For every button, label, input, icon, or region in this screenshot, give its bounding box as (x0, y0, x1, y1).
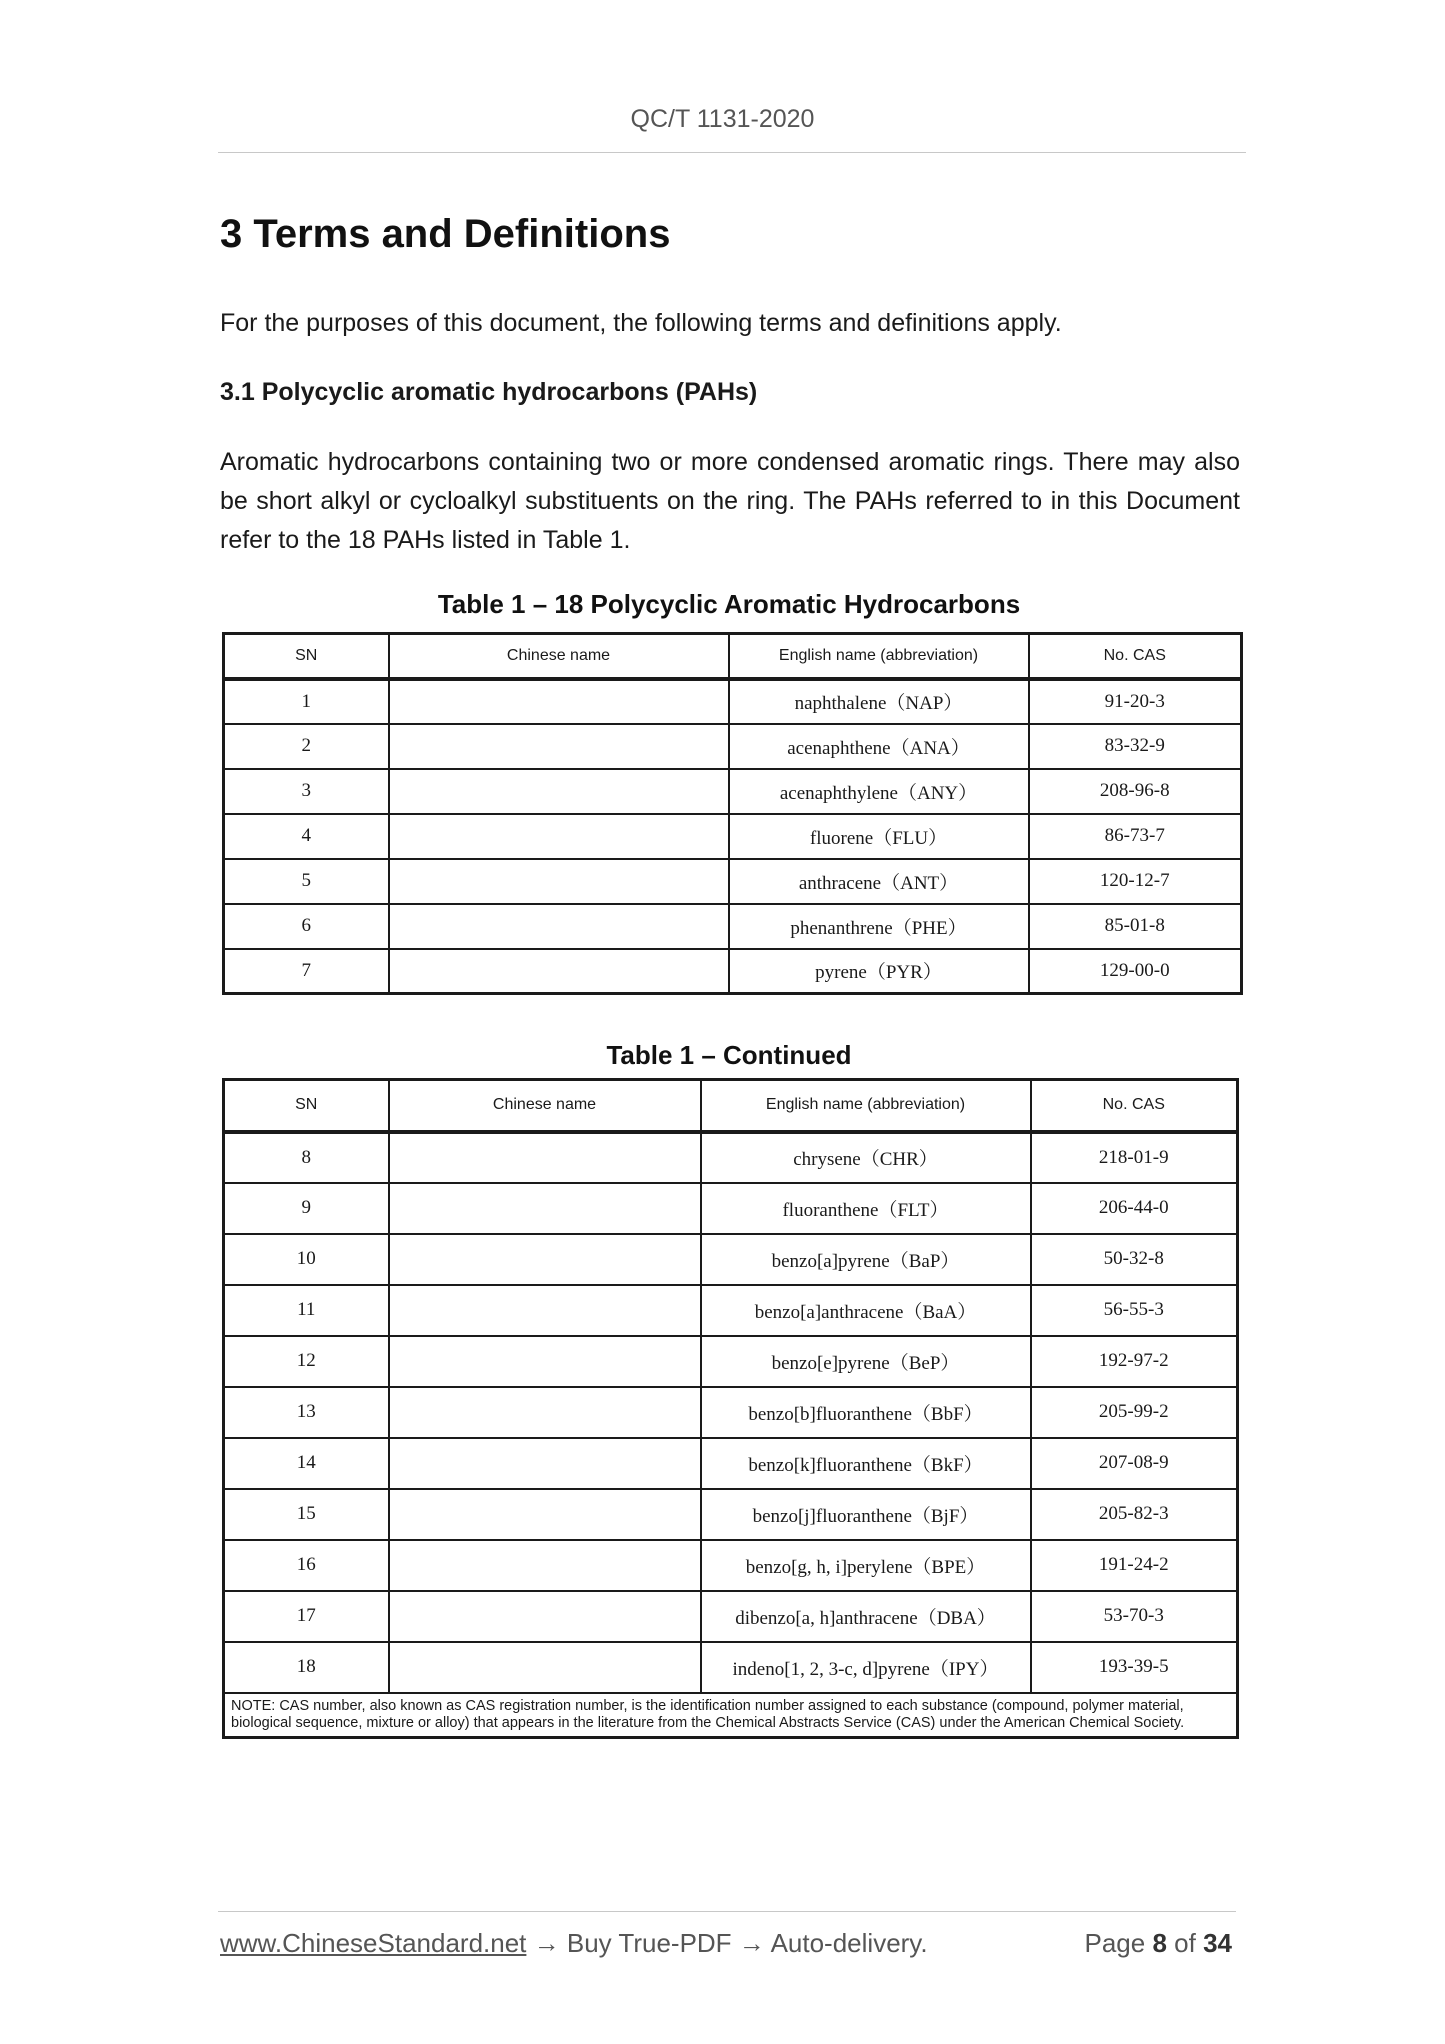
english-name-cell: fluorene（FLU） (729, 814, 1029, 859)
chinese-name-cell (389, 859, 729, 904)
chinese-name-cell (389, 1540, 701, 1591)
cas-number-cell: 85-01-8 (1029, 904, 1242, 949)
sn-cell: 13 (224, 1387, 389, 1438)
term-heading: 3.1 Polycyclic aromatic hydrocarbons (PAHs) (220, 378, 758, 406)
sn-cell: 4 (224, 814, 389, 859)
cas-number-cell: 193-39-5 (1031, 1642, 1238, 1693)
table-row (224, 1285, 1238, 1336)
table-note: NOTE: CAS number, also known as CAS registration number, is the identification number assigned to each substance (compound, polymer material, biological sequence, mixture or alloy) that appears in the literature from the Chemical Abstracts Service (CAS) under the American Chemical Society. (224, 1693, 1238, 1738)
section-title: 3 Terms and Definitions (220, 212, 671, 256)
cas-number-cell: 191-24-2 (1031, 1540, 1238, 1591)
sn-cell: 2 (224, 724, 389, 769)
intro-paragraph: For the purposes of this document, the following terms and definitions apply. (220, 309, 1062, 337)
page-of-label: of (1174, 1928, 1196, 1958)
column-header-chinese-name: Chinese name (389, 1080, 701, 1132)
cas-number-cell: 50-32-8 (1031, 1234, 1238, 1285)
english-name-cell: dibenzo[a, h]anthracene（DBA） (701, 1591, 1031, 1642)
total-page-count: 34 (1203, 1928, 1232, 1958)
chinese-name-cell (389, 1183, 701, 1234)
table1-caption: Table 1 – 18 Polycyclic Aromatic Hydrocarbons (437, 589, 1021, 619)
sn-cell: 11 (224, 1285, 389, 1336)
cas-number-cell: 83-32-9 (1029, 724, 1242, 769)
chinese-name-cell (389, 1438, 701, 1489)
column-header-cas: No. CAS (1031, 1080, 1238, 1132)
cas-number-cell: 207-08-9 (1031, 1438, 1238, 1489)
sn-cell: 14 (224, 1438, 389, 1489)
cas-number-cell: 86-73-7 (1029, 814, 1242, 859)
chinese-name-cell (389, 1132, 701, 1183)
cas-number-cell: 205-82-3 (1031, 1489, 1238, 1540)
sn-cell: 1 (224, 679, 389, 724)
page-indicator (1084, 1928, 1232, 1959)
chinese-name-cell (389, 949, 729, 994)
column-header-chinese-name: Chinese name (389, 634, 729, 679)
cas-number-cell: 208-96-8 (1029, 769, 1242, 814)
english-name-cell: benzo[e]pyrene（BeP） (701, 1336, 1031, 1387)
column-header-english-name: English name (abbreviation) (701, 1080, 1031, 1132)
english-name-cell: benzo[a]pyrene（BaP） (701, 1234, 1031, 1285)
english-name-cell: acenaphthene（ANA） (729, 724, 1029, 769)
table-row (224, 1591, 1238, 1642)
cas-number-cell: 205-99-2 (1031, 1387, 1238, 1438)
chinese-name-cell (389, 679, 729, 724)
site-link[interactable]: www.ChineseStandard.net (220, 1928, 527, 1958)
chinese-name-cell (389, 1489, 701, 1540)
promo-text: → Buy True-PDF → Auto-delivery. (526, 1928, 928, 1958)
chinese-name-cell (389, 769, 729, 814)
table-row (224, 1183, 1238, 1234)
pah-table-1-continued (222, 1078, 1239, 1739)
table-row (224, 859, 1242, 904)
table-row (224, 1132, 1238, 1183)
sn-cell: 8 (224, 1132, 389, 1183)
english-name-cell: indeno[1, 2, 3-c, d]pyrene（IPY） (701, 1642, 1031, 1693)
cas-number-cell: 91-20-3 (1029, 679, 1242, 724)
english-name-cell: benzo[b]fluoranthene（BbF） (701, 1387, 1031, 1438)
chinese-name-cell (389, 1336, 701, 1387)
sn-cell: 15 (224, 1489, 389, 1540)
header-divider (218, 152, 1246, 153)
sn-cell: 10 (224, 1234, 389, 1285)
table-row (224, 949, 1242, 994)
sn-cell: 18 (224, 1642, 389, 1693)
chinese-name-cell (389, 814, 729, 859)
table-row (224, 1489, 1238, 1540)
chinese-name-cell (389, 904, 729, 949)
chinese-name-cell (389, 724, 729, 769)
table-row (224, 904, 1242, 949)
table-row (224, 814, 1242, 859)
current-page-number: 8 (1152, 1928, 1167, 1958)
footer-divider (218, 1911, 1236, 1912)
cas-number-cell: 218-01-9 (1031, 1132, 1238, 1183)
table-row (224, 724, 1242, 769)
table-row (224, 1336, 1238, 1387)
sn-cell: 6 (224, 904, 389, 949)
page-label: Page (1084, 1928, 1146, 1958)
cas-number-cell: 53-70-3 (1031, 1591, 1238, 1642)
column-header-sn: SN (224, 634, 389, 679)
table-row (224, 1234, 1238, 1285)
sn-cell: 12 (224, 1336, 389, 1387)
english-name-cell: acenaphthylene（ANY） (729, 769, 1029, 814)
sn-cell: 7 (224, 949, 389, 994)
cas-number-cell: 56-55-3 (1031, 1285, 1238, 1336)
table-row (224, 679, 1242, 724)
column-header-cas: No. CAS (1029, 634, 1242, 679)
sn-cell: 3 (224, 769, 389, 814)
table1-continued-caption: Table 1 – Continued (606, 1040, 852, 1070)
english-name-cell: benzo[k]fluoranthene（BkF） (701, 1438, 1031, 1489)
table-row (224, 1540, 1238, 1591)
chinese-name-cell (389, 1387, 701, 1438)
english-name-cell: benzo[a]anthracene（BaA） (701, 1285, 1031, 1336)
english-name-cell: fluoranthene（FLT） (701, 1183, 1031, 1234)
table-row (224, 1642, 1238, 1693)
sn-cell: 9 (224, 1183, 389, 1234)
sn-cell: 5 (224, 859, 389, 904)
pah-table-1 (222, 632, 1243, 995)
chinese-name-cell (389, 1642, 701, 1693)
english-name-cell: chrysene（CHR） (701, 1132, 1031, 1183)
cas-number-cell: 129-00-0 (1029, 949, 1242, 994)
english-name-cell: benzo[j]fluoranthene（BjF） (701, 1489, 1031, 1540)
table-row (224, 1438, 1238, 1489)
sn-cell: 17 (224, 1591, 389, 1642)
english-name-cell: phenanthrene（PHE） (729, 904, 1029, 949)
document-code-header: QC/T 1131-2020 (630, 105, 815, 133)
column-header-english-name: English name (abbreviation) (729, 634, 1029, 679)
column-header-sn: SN (224, 1080, 389, 1132)
term-definition: Aromatic hydrocarbons containing two or more condensed aromatic rings. There may also be short alkyl or cycloalkyl substituents on the ring. The PAHs referred to in this Document refer to the 18 PAHs listed in Table 1. (220, 448, 1240, 554)
english-name-cell: anthracene（ANT） (729, 859, 1029, 904)
chinese-name-cell (389, 1285, 701, 1336)
sn-cell: 16 (224, 1540, 389, 1591)
english-name-cell: naphthalene（NAP） (729, 679, 1029, 724)
cas-number-cell: 206-44-0 (1031, 1183, 1238, 1234)
chinese-name-cell (389, 1234, 701, 1285)
cas-number-cell: 192-97-2 (1031, 1336, 1238, 1387)
chinese-name-cell (389, 1591, 701, 1642)
table-row (224, 1387, 1238, 1438)
table-row (224, 769, 1242, 814)
footer-promo (220, 1928, 928, 1959)
english-name-cell: benzo[g, h, i]perylene（BPE） (701, 1540, 1031, 1591)
english-name-cell: pyrene（PYR） (729, 949, 1029, 994)
cas-number-cell: 120-12-7 (1029, 859, 1242, 904)
